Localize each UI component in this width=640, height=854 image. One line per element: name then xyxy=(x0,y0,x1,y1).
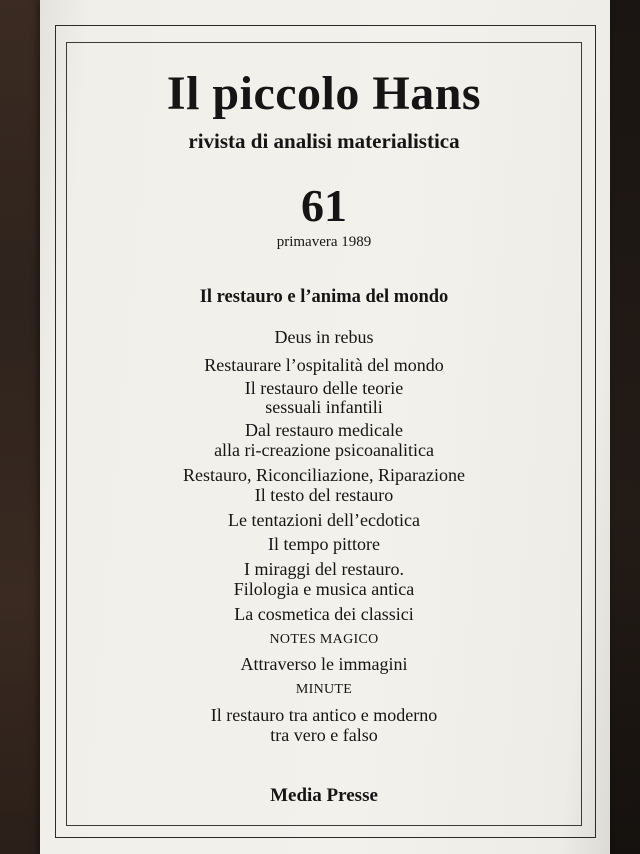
minute-item: tra vero e falso xyxy=(270,725,378,745)
article-line: sessuali infantili xyxy=(265,397,383,417)
article-line: Il tempo pittore xyxy=(268,534,380,554)
issue-season: primavera 1989 xyxy=(276,234,372,250)
notes-item: Attraverso le immagini xyxy=(240,654,408,674)
article-line: Filologia e musica antica xyxy=(233,579,415,599)
issue-theme: Il restauro e l’anima del mondo xyxy=(199,287,449,307)
article-line: Le tentazioni dell’ecdotica xyxy=(228,510,420,530)
article-line: alla ri-creazione psicoanalitica xyxy=(214,440,434,460)
publisher-name: Media Presse xyxy=(270,785,378,806)
minute-section-heading: MINUTE xyxy=(295,682,353,697)
article-line: La cosmetica dei classici xyxy=(234,604,414,624)
issue-number: 61 xyxy=(301,180,347,231)
article-line: Dal restauro medicale xyxy=(245,420,403,440)
article-line: Il testo del restauro xyxy=(254,485,394,505)
magazine-title: Il piccolo Hans xyxy=(166,67,482,120)
notes-section-heading: NOTES MAGICO xyxy=(269,632,379,647)
article-line: Deus in rebus xyxy=(274,327,374,347)
article-line: Il restauro delle teorie xyxy=(244,378,404,398)
minute-item: Il restauro tra antico e moderno xyxy=(210,705,438,725)
magazine-subtitle: rivista di analisi materialistica xyxy=(188,129,460,153)
article-line: Restauro, Riconciliazione, Riparazione xyxy=(183,465,465,485)
article-line: I miraggi del restauro. xyxy=(244,559,404,579)
article-line: Restaurare l’ospitalità del mondo xyxy=(204,355,444,375)
